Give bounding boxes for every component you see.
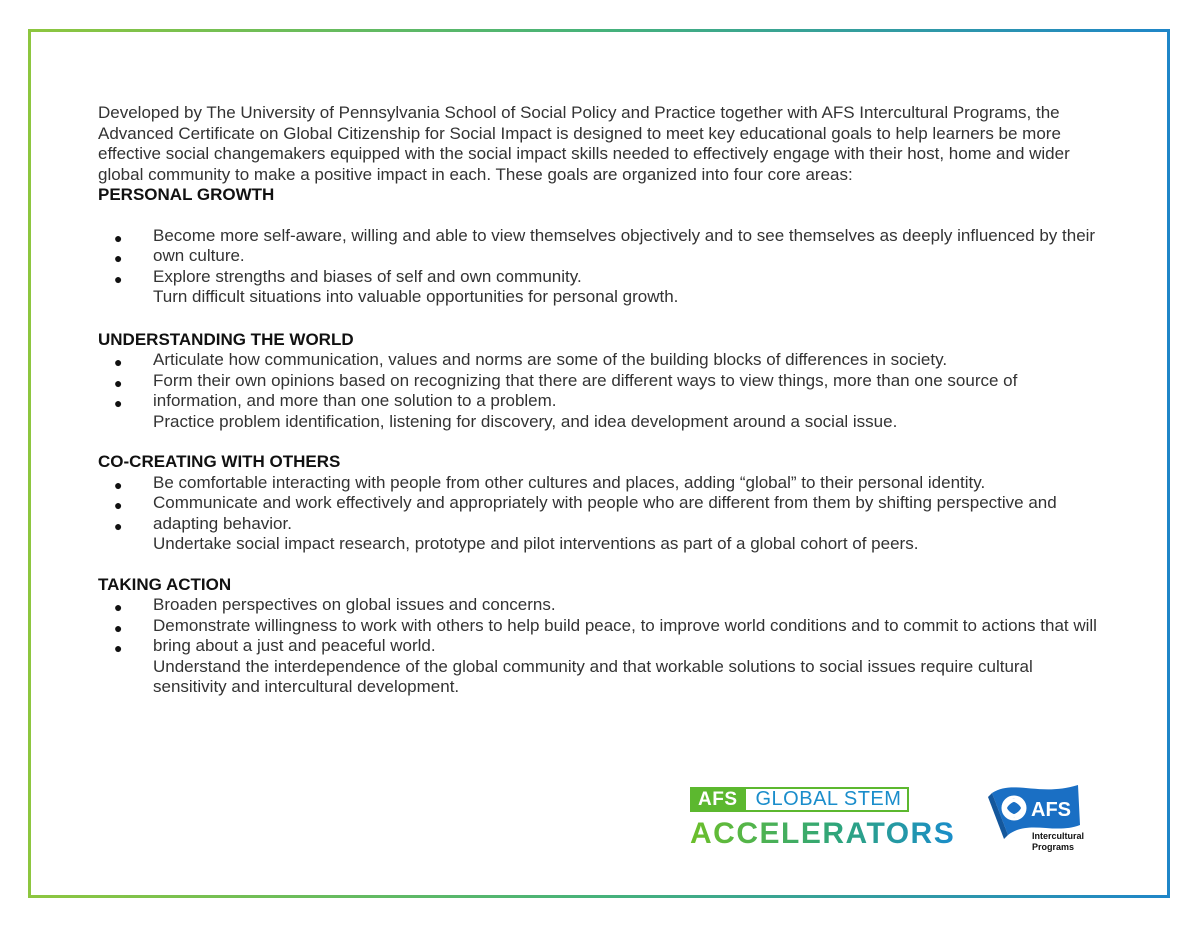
goal-item: Undertake social impact research, prototype and pilot interventions as part of a global cohort of peers. — [153, 534, 919, 553]
stem-logo-top-row — [690, 787, 955, 812]
goal-item: Form their own opinions based on recognizing that there are different ways to view things, more than one source of information, and more than one solution to a problem. — [153, 370, 1018, 410]
bullet-column — [114, 226, 128, 288]
stem-logo-global-stem-text: GLOBAL STEM — [746, 787, 910, 812]
bullet-icon: ● — [114, 640, 123, 656]
bullet-icon: ● — [114, 229, 123, 246]
goal-item: Practice problem identification, listening for discovery, and idea development around a social issue. — [153, 411, 898, 431]
goal-item: Explore strengths and biases of self and own community. — [153, 266, 582, 286]
bullet-icon: ● — [114, 250, 123, 266]
bullet-icon: ● — [114, 517, 123, 534]
bullet-icon: ● — [114, 374, 123, 391]
section-taking-action — [98, 575, 1098, 698]
goal-list — [98, 595, 1098, 698]
goal-list — [98, 473, 1098, 555]
goal-item: Become more self-aware, willing and able to view themselves objectively and to see themselves as deeply influenced by their own culture. — [153, 225, 1096, 265]
afs-intercultural-programs-text — [1032, 831, 1102, 853]
section-heading: CO-CREATING WITH OTHERS — [98, 452, 341, 471]
goal-item: Understand the interdependence of the global community and that workable solutions to social issues require cultural sensitivity and intercultural development. — [153, 656, 1033, 696]
section-heading: UNDERSTANDING THE WORLD — [98, 329, 354, 349]
afs-sub-line-2: Programs — [1032, 842, 1075, 852]
goal-item: Articulate how communication, values and norms are some of the building blocks of differences in society. — [153, 350, 948, 369]
section-personal-growth — [98, 185, 1098, 308]
bullet-icon: ● — [114, 395, 123, 411]
bullet-icon: ● — [114, 476, 123, 493]
afs-global-stem-accelerators-logo — [690, 787, 955, 850]
bullet-icon: ● — [114, 354, 123, 370]
bullet-icon: ● — [114, 497, 123, 513]
bullet-icon: ● — [114, 619, 123, 636]
bullet-column — [114, 473, 128, 535]
bullet-icon: ● — [114, 599, 123, 615]
afs-flag-logo-text: AFS — [1031, 799, 1071, 821]
goal-item: Communicate and work effectively and appropriately with people who are different from them by shifting perspective and adapting behavior. — [153, 493, 1057, 533]
bullet-icon: ● — [114, 270, 123, 287]
bullet-column — [114, 595, 128, 657]
goal-list — [98, 226, 1098, 308]
goal-item: Be comfortable interacting with people from other cultures and places, adding “global” to their personal identity. — [153, 472, 986, 492]
section-understanding-the-world — [98, 330, 1098, 433]
bullet-column — [114, 350, 128, 412]
goal-list — [98, 350, 1098, 432]
section-co-creating-with-others — [98, 452, 1098, 555]
stem-logo-afs-badge: AFS — [690, 787, 746, 812]
certificate-goals-content — [98, 103, 1098, 698]
intro-paragraph: Developed by The University of Pennsylvania School of Social Policy and Practice together with AFS Intercultural Programs, the Advanced Certificate on Global Citizenship for Social Impact is designed to meet key educational goals to help learners be more effective social changemakers equipped with the social impact skills needed to effectively engage with their host, home and wider global community to make a positive impact in each. These goals are organized into four core areas: — [98, 103, 1070, 184]
goal-item: Demonstrate willingness to work with others to help build peace, to improve world conditions and to commit to actions that will bring about a just and peaceful world. — [153, 615, 1097, 655]
section-heading: TAKING ACTION — [98, 574, 232, 594]
goal-item: Broaden perspectives on global issues and concerns. — [153, 595, 556, 614]
afs-sub-line-1: Intercultural — [1032, 831, 1085, 841]
goal-item: Turn difficult situations into valuable opportunities for personal growth. — [153, 287, 679, 306]
stem-logo-accelerators-text: ACCELERATORS — [690, 817, 956, 850]
section-heading: PERSONAL GROWTH — [98, 185, 275, 204]
